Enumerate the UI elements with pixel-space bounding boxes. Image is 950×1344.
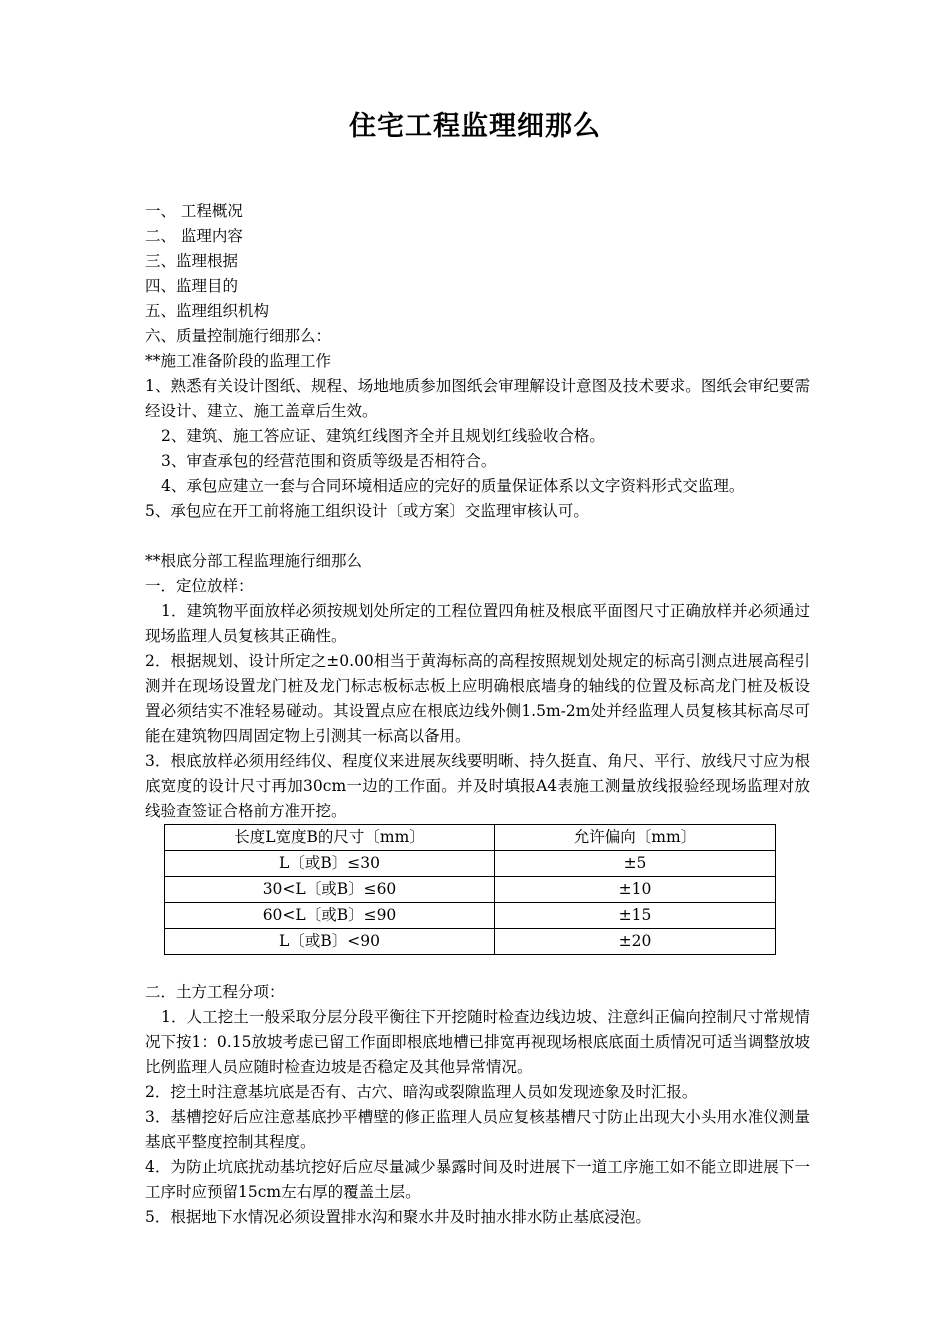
prep-item-3: 3、审查承包的经营范围和资质等级是否相符合。: [161, 452, 497, 470]
document-body: [145, 199, 810, 1230]
document-title: 住宅工程监理细那么: [349, 111, 601, 142]
foundation-para-3: 3．根底放样必须用经纬仪、程度仪来进展灰线要明晰、持久挺直、角尺、平行、放线尺寸应为根底宽度的设计尺寸再加30cm一边的工作面。并及时填报A4表施工测量放线报验经现场监理对放线验查签证合格前方准开挖。: [145, 752, 810, 820]
size-cell: 30<L〔或B〕≤60: [165, 877, 495, 903]
size-cell: L〔或B〕<90: [165, 929, 495, 955]
section-positioning: 一．定位放样：: [145, 577, 254, 595]
outline-list: [145, 199, 810, 349]
table-row: [165, 929, 776, 955]
spacer: [145, 524, 810, 549]
size-cell: 60<L〔或B〕≤90: [165, 903, 495, 929]
prep-item-1: 1、熟悉有关设计图纸、规程、场地地质参加图纸会审理解设计意图及技术要求。图纸会审纪要需经设计、建立、施工盖章后生效。: [145, 377, 810, 420]
outline-item: 二、 监理内容: [145, 227, 243, 245]
table-row: [165, 903, 776, 929]
tolerance-cell: ±15: [495, 903, 776, 929]
outline-item: 一、 工程概况: [145, 202, 243, 220]
header-size: 长度L宽度B的尺寸〔mm〕: [165, 825, 495, 851]
tolerance-cell: ±5: [495, 851, 776, 877]
foundation-heading: **根底分部工程监理施行细那么: [145, 552, 363, 570]
outline-item: 四、监理目的: [145, 277, 239, 295]
size-cell: L〔或B〕≤30: [165, 851, 495, 877]
tolerance-table: [164, 824, 776, 955]
foundation-para-1: 1．建筑物平面放样必须按规划处所定的工程位置四角桩及根底平面图尺寸正确放样并必须通过现场监理人员复核其正确性。: [145, 602, 810, 645]
earthwork-para-5: 5．根据地下水情况必须设置排水沟和聚水井及时抽水排水防止基底浸泡。: [145, 1208, 651, 1226]
earthwork-para-4: 4．为防止坑底扰动基坑挖好后应尽量减少暴露时间及时进展下一道工序施工如不能立即进展下一工序时应预留15cm左右厚的覆盖土层。: [145, 1158, 810, 1201]
tolerance-cell: ±10: [495, 877, 776, 903]
prep-item-4: 4、承包应建立一套与合同环境相适应的完好的质量保证体系以文字资料形式交监理。: [161, 477, 745, 495]
earthwork-para-3: 3．基槽挖好后应注意基底抄平槽壁的修正监理人员应复核基槽尺寸防止出现大小头用水准仪测量基底平整度控制其程度。: [145, 1108, 810, 1151]
prep-item-5: 5、承包应在开工前将施工组织设计〔或方案〕交监理审核认可。: [145, 502, 589, 520]
tolerance-cell: ±20: [495, 929, 776, 955]
table-row: [165, 851, 776, 877]
outline-item: 六、质量控制施行细那么：: [145, 327, 332, 345]
outline-item: 五、监理组织机构: [145, 302, 270, 320]
section-earthwork: 二．土方工程分项：: [145, 983, 285, 1001]
prep-item-2: 2、建筑、施工答应证、建筑红线图齐全并且规划红线验收合格。: [161, 427, 605, 445]
header-tolerance: 允许偏向〔mm〕: [495, 825, 776, 851]
table-header-row: [165, 825, 776, 851]
earthwork-para-2: 2．挖土时注意基坑底是否有、古穴、暗沟或裂隙监理人员如发现迹象及时汇报。: [145, 1083, 698, 1101]
spacer: [145, 955, 810, 980]
table-row: [165, 877, 776, 903]
prep-heading: **施工准备阶段的监理工作: [145, 352, 332, 370]
earthwork-para-1: 1．人工挖土一般采取分层分段平衡往下开挖随时检查边线边坡、注意纠正偏向控制尺寸常规情况下按1：0.15放坡考虑已留工作面即根底地槽已排宽再视现场根底底面土质情况可适当调整放坡比例监理人员应随时检查边坡是否稳定及其他异常情况。: [145, 1008, 810, 1076]
outline-item: 三、监理根据: [145, 252, 239, 270]
foundation-para-2: 2．根据规划、设计所定之±0.00相当于黄海标高的高程按照规划处规定的标高引测点进展高程引测并在现场设置龙门桩及龙门标志板标志板上应明确根底墙身的轴线的位置及标高龙门桩及板设置必须结实不准轻易碰动。其设置点应在根底边线外侧1.5m-2m处并经监理人员复核其标高尽可能在建筑物四周固定物上引测其一标高以备用。: [145, 652, 810, 745]
